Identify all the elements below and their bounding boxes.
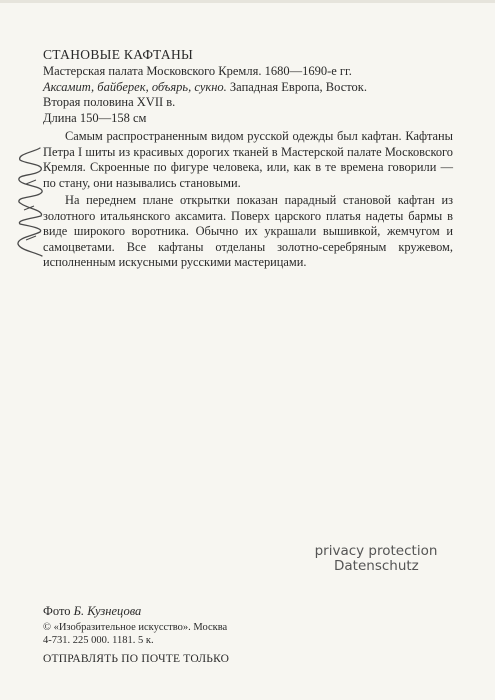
- print-code: 4-731. 225 000. 1181. 5 к.: [43, 634, 154, 646]
- origin-text: Западная Европа, Восток.: [229, 79, 367, 94]
- publisher-info: [43, 622, 248, 647]
- watermark-line-2: Datenschutz: [334, 558, 419, 574]
- copyright-line: © «Изобразительное искусство». Москва: [43, 622, 228, 633]
- materials-line: [43, 80, 463, 96]
- item-description: [43, 64, 463, 126]
- photo-author: Б. Кузнецова: [73, 604, 142, 618]
- card-title: СТАНОВЫЕ КАФТАНЫ: [43, 47, 194, 62]
- period-line: Вторая половина XVII в.: [43, 95, 176, 109]
- watermark-line-1: privacy protection: [314, 543, 438, 559]
- length-line: Длина 150—158 см: [43, 110, 147, 125]
- mailing-note: ОТПРАВЛЯТЬ ПО ПОЧТЕ ТОЛЬКО: [43, 653, 230, 665]
- materials-text: Аксамит, байберек, объярь, сукно.: [43, 79, 227, 94]
- paragraph-2: На переднем плане открытки показан парадный становой кафтан из золотного итальянского аксамита. Поверх царского платья надеты бармы в виде широкого воротника. Обычно их украшали вышивкой, жемчугом и самоцветами. Все кафтаны отделаны золотно-серебряным кружевом, исполненным искусными русскими мастерицами.: [43, 193, 453, 269]
- paragraph-1: Самым распространенным видом русской одежды был кафтан. Кафтаны Петра I шиты из красивых дорогих тканей в Мастерской палате Московского Кремля. Скроенные по фигуре человека, или, как в те времена говорили — по стану, они назывались становыми.: [43, 129, 453, 190]
- top-edge: [0, 0, 495, 3]
- description-body: [43, 129, 453, 273]
- workshop-line: Мастерская палата Московского Кремля. 1680—1690-е гг.: [43, 64, 352, 78]
- photo-label: Фото: [43, 604, 71, 618]
- photo-credit: [43, 604, 141, 619]
- privacy-watermark: [296, 544, 456, 574]
